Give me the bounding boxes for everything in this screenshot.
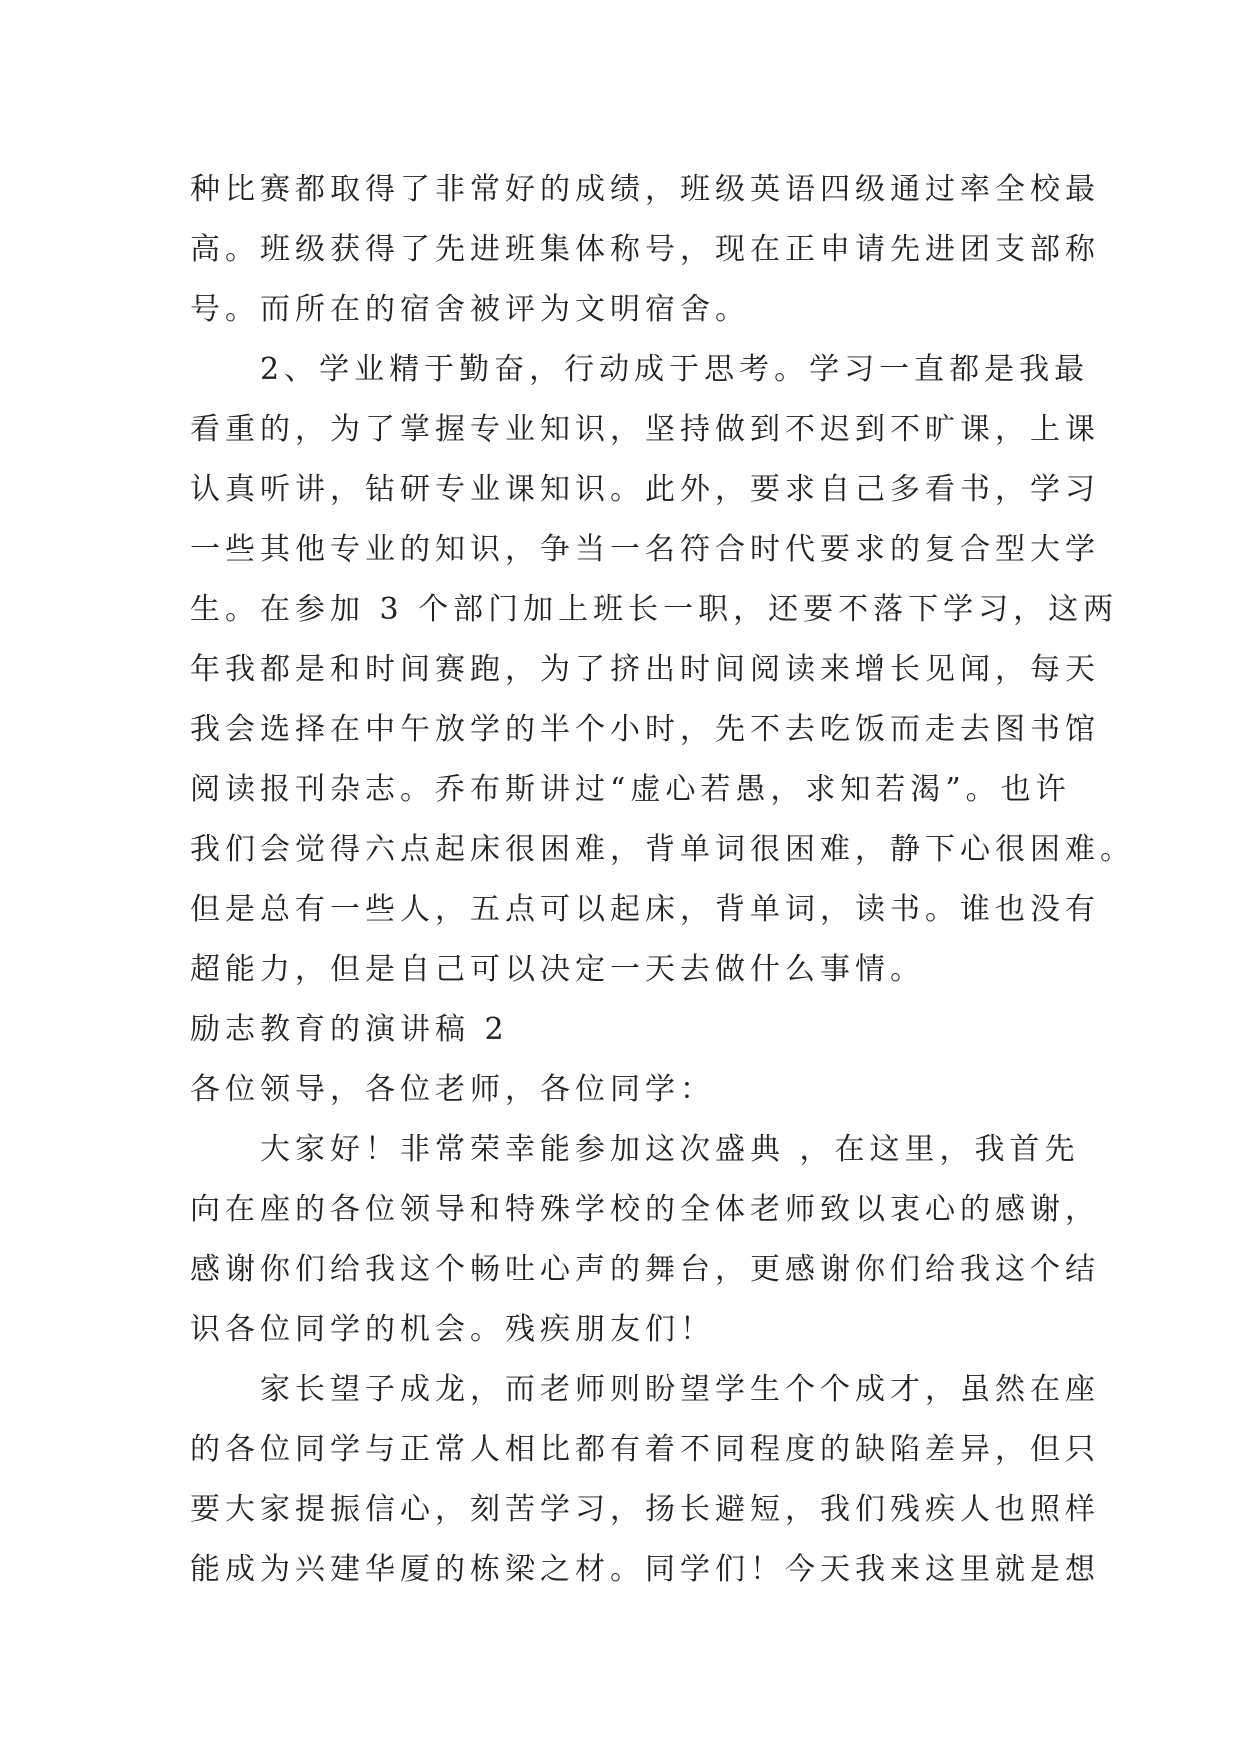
- paragraph-line: 阅读报刊杂志。乔布斯讲过“虚心若愚，求知若渴”。也许: [190, 772, 1071, 807]
- paragraph-line: 认真听讲，钻研专业课知识。此外，要求自己多看书，学习: [190, 472, 1100, 507]
- paragraph-line: 超能力，但是自己可以决定一天去做什么事情。: [190, 952, 925, 987]
- paragraph-line: 大家好！非常荣幸能参加这次盛典 ，在这里，我首先: [260, 1132, 1080, 1167]
- document-body: [190, 160, 1135, 1600]
- paragraph-line: 2、学业精于勤奋，行动成于思考。学习一直都是我最: [260, 352, 1090, 387]
- paragraph-line: 我们会觉得六点起床很困难，背单词很困难，静下心很困难。: [190, 832, 1135, 867]
- paragraph-line: 种比赛都取得了非常好的成绩，班级英语四级通过率全校最: [190, 172, 1100, 207]
- paragraph-line: 识各位同学的机会。残疾朋友们！: [190, 1312, 715, 1347]
- salutation: 各位领导，各位老师，各位同学：: [190, 1072, 715, 1107]
- section-heading: 励志教育的演讲稿 2: [190, 1012, 509, 1047]
- paragraph-line: 年我都是和时间赛跑，为了挤出时间阅读来增长见闻，每天: [190, 652, 1100, 687]
- paragraph-line: 生。在参加 3 个部门加上班长一职，还要不落下学习，这两: [190, 592, 1119, 627]
- paragraph-line: 号。而所在的宿舍被评为文明宿舍。: [190, 292, 750, 327]
- paragraph-line: 看重的，为了掌握专业知识，坚持做到不迟到不旷课，上课: [190, 412, 1100, 447]
- paragraph-line: 要大家提振信心，刻苦学习，扬长避短，我们残疾人也照样: [190, 1492, 1100, 1527]
- paragraph-line: 但是总有一些人，五点可以起床，背单词，读书。谁也没有: [190, 892, 1100, 927]
- paragraph-line: 一些其他专业的知识，争当一名符合时代要求的复合型大学: [190, 532, 1100, 567]
- paragraph-line: 高。班级获得了先进班集体称号，现在正申请先进团支部称: [190, 232, 1100, 267]
- paragraph-line: 我会选择在中午放学的半个小时，先不去吃饭而走去图书馆: [190, 712, 1100, 747]
- paragraph-line: 感谢你们给我这个畅吐心声的舞台，更感谢你们给我这个结: [190, 1252, 1100, 1287]
- paragraph-line: 的各位同学与正常人相比都有着不同程度的缺陷差异，但只: [190, 1432, 1100, 1467]
- paragraph-line: 能成为兴建华厦的栋梁之材。同学们！今天我来这里就是想: [190, 1552, 1100, 1587]
- paragraph-line: 家长望子成龙，而老师则盼望学生个个成才，虽然在座: [260, 1372, 1100, 1407]
- paragraph-line: 向在座的各位领导和特殊学校的全体老师致以衷心的感谢，: [190, 1192, 1100, 1227]
